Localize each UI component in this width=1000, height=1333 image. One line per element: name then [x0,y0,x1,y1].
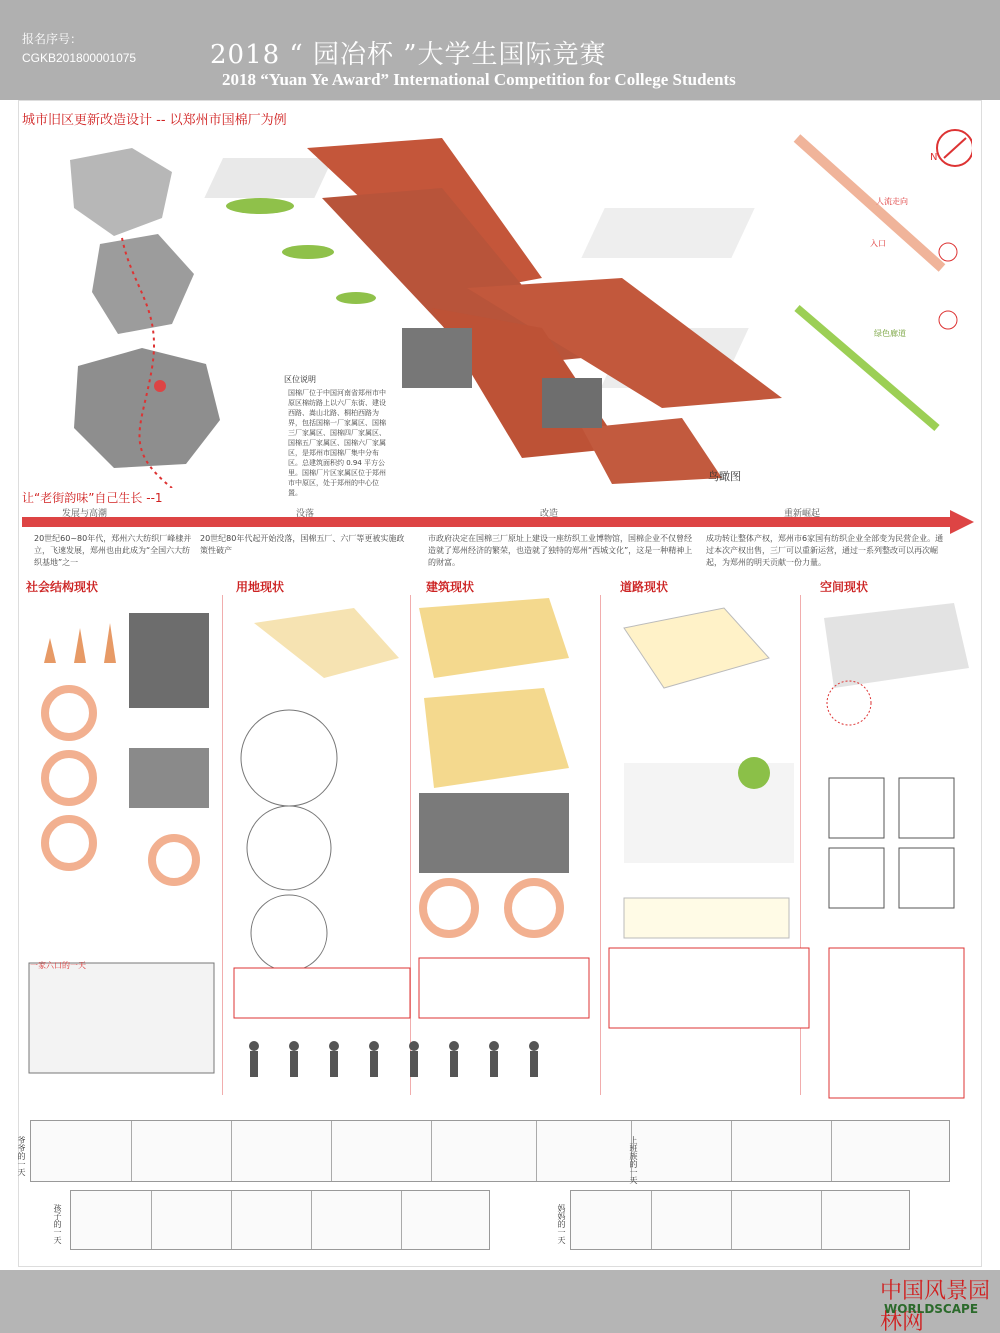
timeline-text-2: 20世纪80年代起开始没落，国棉五厂、六厂等更被实施政策性破产 [200,534,405,555]
logo-subtext: WORLDSCAPE [884,1302,979,1316]
title-chinese: 2018 “ 园冶杯 ”大学生国际竞赛 [210,40,607,70]
footer-bar [0,1270,1000,1333]
lawn-2 [282,245,334,259]
timeline-arrow-icon [950,510,974,534]
registration-number: CGKB201800001075 [22,51,137,65]
province-map-icon [92,234,194,334]
lawn-1 [226,198,294,214]
timeline-text-4: 成功转让整体产权，郑州市6家国有纺织企业全部变为民营企业。通过本次产权出售，三厂可以重新运营，通过一系列整改可以再次崛起，为郑州的明天贡献一份力量。 [706,534,944,567]
site-marker-icon [154,380,166,392]
analysis-panels [24,598,974,1108]
section-social: 社会结构现状 [26,580,99,594]
title-english: 2018 “Yuan Ye Award” International Competition for College Students [222,70,736,89]
location-text: 国棉厂位于中国河南省郑州市中原区棉纺路上以六厂东街、建设西路、嵩山北路、桐柏西路为界，包括国棉一厂家属区、国棉三厂家属区、国棉四厂家属区、国棉五厂家属区、国棉六厂家属区，是郑州市国棉厂集中分布区。总建筑面积约 0.94 平方公里。国棉厂片区家属区位于郑州市中原区，处于郑州的中心位置。 [288,389,386,497]
project-title: 城市旧区更新改造设计 -- 以郑州市国棉厂为例 [22,113,287,128]
strip-label-4: 妈妈的一天 [557,1204,566,1244]
strip-label-3: 孩子的一天 [53,1204,62,1244]
city-map-icon [74,348,220,468]
timeline-stage-4: 重新崛起 [784,509,821,519]
timeline-stage-2: 没落 [296,509,315,519]
aerial-label: 鸟瞰图 [708,470,741,483]
roof-block-5 [582,418,722,484]
strip-label-1: 爷爷的一天 [17,1136,26,1176]
section-landuse: 用地现状 [236,580,285,594]
day-strip-1 [30,1120,950,1182]
building-facade [402,328,472,388]
entrance-label: 入口 [870,239,886,248]
registration-label: 报名序号： [22,32,83,46]
strip-label-2: 上班族的一天 [629,1136,638,1184]
location-title: 区位说明 [284,375,316,384]
logo-text: 中国风景园林网 [880,1279,991,1333]
china-map-icon [70,148,172,236]
lawn-3 [336,292,376,304]
timeline-text-1: 20世纪60~80年代，郑州六大纺织厂峰棣并立，飞速发展，郑州也由此成为“全国六大纺织基地”之一 [34,534,192,567]
green-corridor-label: 绿色廊道 [874,329,906,338]
timeline-stage-1: 发展与高潮 [62,509,108,519]
section-space: 空间现状 [820,580,869,594]
section-road: 道路现状 [620,580,669,594]
timeline-stage-3: 改造 [540,509,559,519]
section-building: 建筑现状 [426,580,475,594]
flow-label: 人流走向 [876,197,908,206]
household-label: 一家六口的一天 [30,961,86,970]
green-corridor-line [797,308,937,428]
timeline-subtitle: 让“老街韵味”自己生长 --1 [22,491,163,505]
day-strip-2 [70,1190,490,1250]
day-strip-3 [570,1190,910,1250]
north-label: N [930,152,938,163]
timeline-text-3: 市政府决定在国棉三厂原址上建设一座纺织工业博物馆，国棉企业不仅曾经造就了郑州经济的繁荣，也造就了独特的郑州“西城文化”，这是一种精神上的财富。 [428,534,693,567]
aerial-illustration [22,128,972,488]
